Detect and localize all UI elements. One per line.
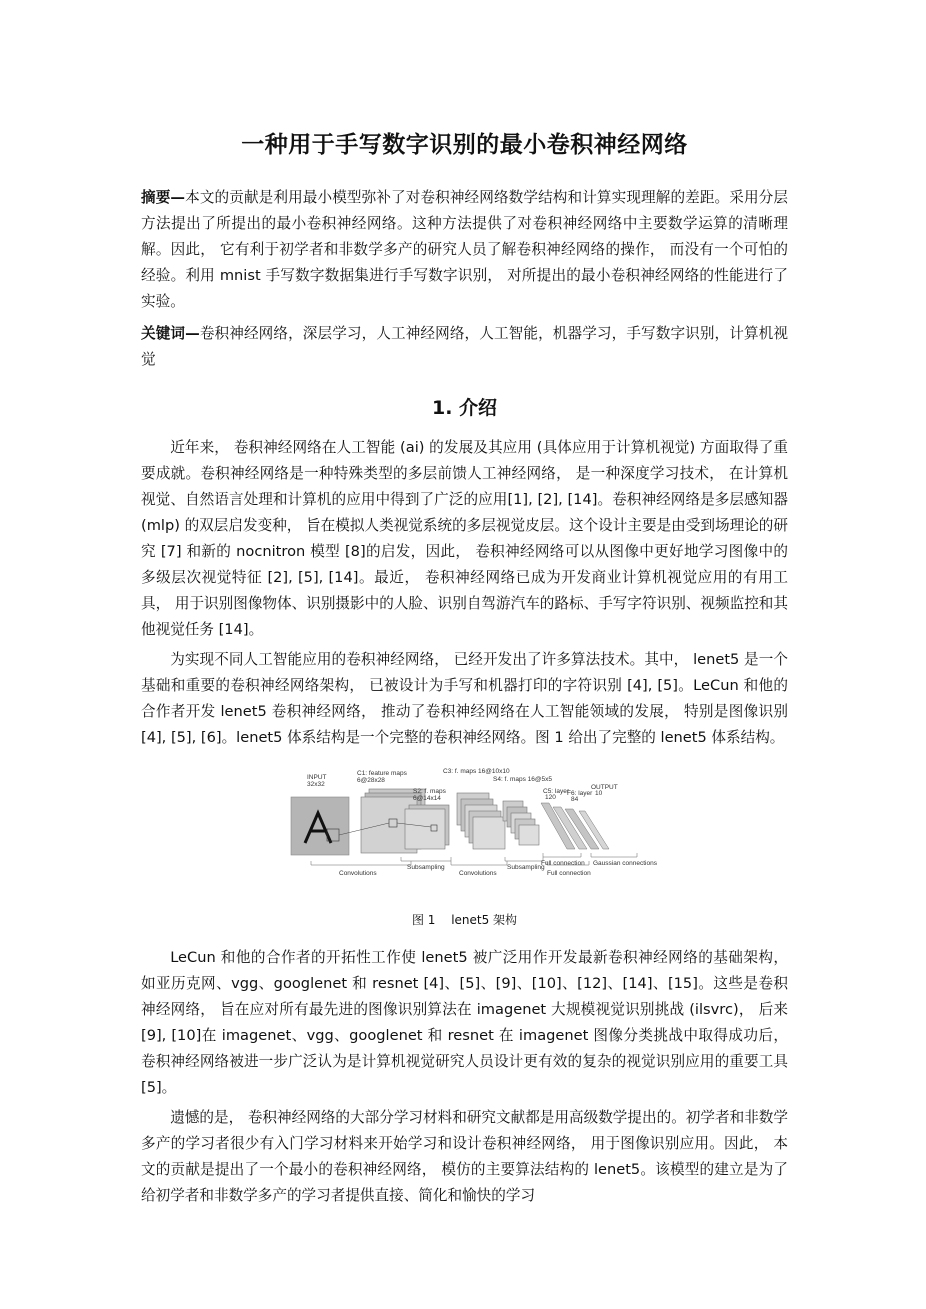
label-input: INPUT bbox=[307, 774, 327, 781]
label-op-conv2: Convolutions bbox=[459, 870, 497, 877]
s4-map-5 bbox=[519, 825, 539, 845]
input-image bbox=[291, 797, 349, 855]
label-f6: F6: layer bbox=[567, 790, 593, 797]
abstract-lead: 摘要— bbox=[141, 189, 186, 206]
bracket-sub1 bbox=[401, 857, 451, 861]
figure-lenet5 bbox=[141, 769, 788, 899]
label-op-full1: Full connection bbox=[541, 860, 585, 867]
lenet5-diagram bbox=[291, 768, 657, 894]
label-op-conv1: Convolutions bbox=[339, 870, 377, 877]
label-output-size: 10 bbox=[595, 790, 603, 797]
bracket-full1 bbox=[543, 853, 581, 857]
label-c5: C5: layer bbox=[543, 788, 570, 795]
label-op-sub1: Subsampling bbox=[407, 864, 445, 871]
intro-paragraph-3: LeCun 和他的合作者的开拓性工作使 lenet5 被广泛用作开发最新卷积神经网络的基础架构， 如亚历克网、vgg、googlenet 和 resnet [4]、[5]、[9]、[10]、[12]、[14]、[15]。这些是卷积神经网络， 旨在应对所有最先进的图像识别算法在 imagenet 大规模视觉识别挑战 (ilsvrc)， 后来 [9], [10]在 imagenet、vgg、googlenet 和 resnet 在 imagenet 图像分类挑战中取得成功后， 卷积神经网络被进一步广泛认为是计算机视觉研究人员设计更有效的复杂的视觉识别应用的重要工具 [5]。 bbox=[141, 949, 788, 1096]
figure-caption: 图 1 lenet5 架构 bbox=[411, 913, 518, 927]
label-c5-size: 120 bbox=[545, 794, 556, 801]
label-c1: C1: feature maps bbox=[357, 770, 407, 777]
section-heading-introduction: 1. 介绍 bbox=[431, 397, 498, 419]
bracket-sub2 bbox=[505, 857, 543, 861]
label-output: OUTPUT bbox=[591, 784, 618, 791]
abstract-text: 本文的贡献是利用最小模型弥补了对卷积神经网络数学结构和计算实现理解的差距。采用分层方法提出了所提出的最小卷积神经网络。这种方法提供了对卷积神经网络中主要数学运算的清晰理解。因此， 它有利于初学者和非数学多产的研究人员了解卷积神经网络的操作， 而没有一个可怕的经验。利用 mnist 手写数字数据集进行手写数字识别， 对所提出的最小卷积神经网络的性能进行了实验。 bbox=[141, 189, 788, 310]
label-op-gauss: Gaussian connections bbox=[593, 860, 657, 867]
paper-page bbox=[141, 128, 788, 1213]
paper-title: 一种用于手写数字识别的最小卷积神经网络 bbox=[241, 132, 688, 158]
intro-paragraph-2: 为实现不同人工智能应用的卷积神经网络， 已经开发出了许多算法技术。其中， lenet5 是一个基础和重要的卷积神经网络架构， 已被设计为手写和机器打印的字符识别 [4], [5]。LeCun 和他的合作者开发 lenet5 卷积神经网络， 推动了卷积神经网络在人工智能领域的发展， 特别是图像识别 [4], [5], [6]。lenet5 体系结构是一个完整的卷积神经网络。图 1 给出了完整的 lenet5 体系结构。 bbox=[141, 651, 788, 746]
label-s4: S4: f. maps 16@5x5 bbox=[493, 776, 552, 783]
abstract bbox=[141, 185, 788, 315]
label-c3: C3: f. maps 16@10x10 bbox=[443, 768, 510, 775]
bracket-conv2 bbox=[451, 861, 507, 865]
label-f6-size: 84 bbox=[571, 796, 579, 803]
label-input-size: 32x32 bbox=[307, 781, 325, 788]
bracket-gauss bbox=[591, 853, 637, 857]
bracket-conv1 bbox=[311, 861, 411, 865]
label-s2: S2: f. maps bbox=[413, 788, 446, 795]
keywords-text: 卷积神经网络，深层学习，人工神经网络，人工智能，机器学习，手写数字识别，计算机视觉 bbox=[141, 325, 788, 368]
label-op-full2: Full connection bbox=[547, 870, 591, 877]
intro-paragraph-4: 遗憾的是， 卷积神经网络的大部分学习材料和研究文献都是用高级数学提出的。初学者和非数学多产的学习者很少有入门学习材料来开始学习和设计卷积神经网络， 用于图像识别应用。因此， 本文的贡献是提出了一个最小的卷积神经网络， 模仿的主要算法结构的 lenet5。该模型的建立是为了给初学者和非数学多产的学习者提供直接、简化和愉快的学习 bbox=[141, 1109, 788, 1204]
keywords-lead: 关键词— bbox=[141, 325, 200, 342]
label-op-sub2: Subsampling bbox=[507, 864, 545, 871]
s2-map-front bbox=[405, 809, 445, 849]
keywords bbox=[141, 321, 788, 373]
intro-paragraph-1: 近年来， 卷积神经网络在人工智能 (ai) 的发展及其应用 (具体应用于计算机视觉) 方面取得了重要成就。卷积神经网络是一种特殊类型的多层前馈人工神经网络， 是一种深度学习技术， 在计算机视觉、自然语言处理和计算机的应用中得到了广泛的应用[1], [2], [14]。卷积神经网络是多层感知器 (mlp) 的双层启发变种， 旨在模拟人类视觉系统的多层视觉皮层。这个设计主要是由受到场理论的研究 [7] 和新的 nocnitron 模型 [8]的启发，因此， 卷积神经网络可以从图像中更好地学习图像中的多级层次视觉特征 [2], [5], [14]。最近， 卷积神经网络已成为开发商业计算机视觉应用的有用工具， 用于识别图像物体、识别摄影中的人脸、识别自驾游汽车的路标、手写字符识别、视频监控和其他视觉任务 [14]。 bbox=[141, 439, 788, 638]
label-c1-size: 6@28x28 bbox=[357, 777, 385, 784]
c3-map-5 bbox=[473, 817, 505, 849]
label-s2-size: 6@14x14 bbox=[413, 795, 441, 802]
